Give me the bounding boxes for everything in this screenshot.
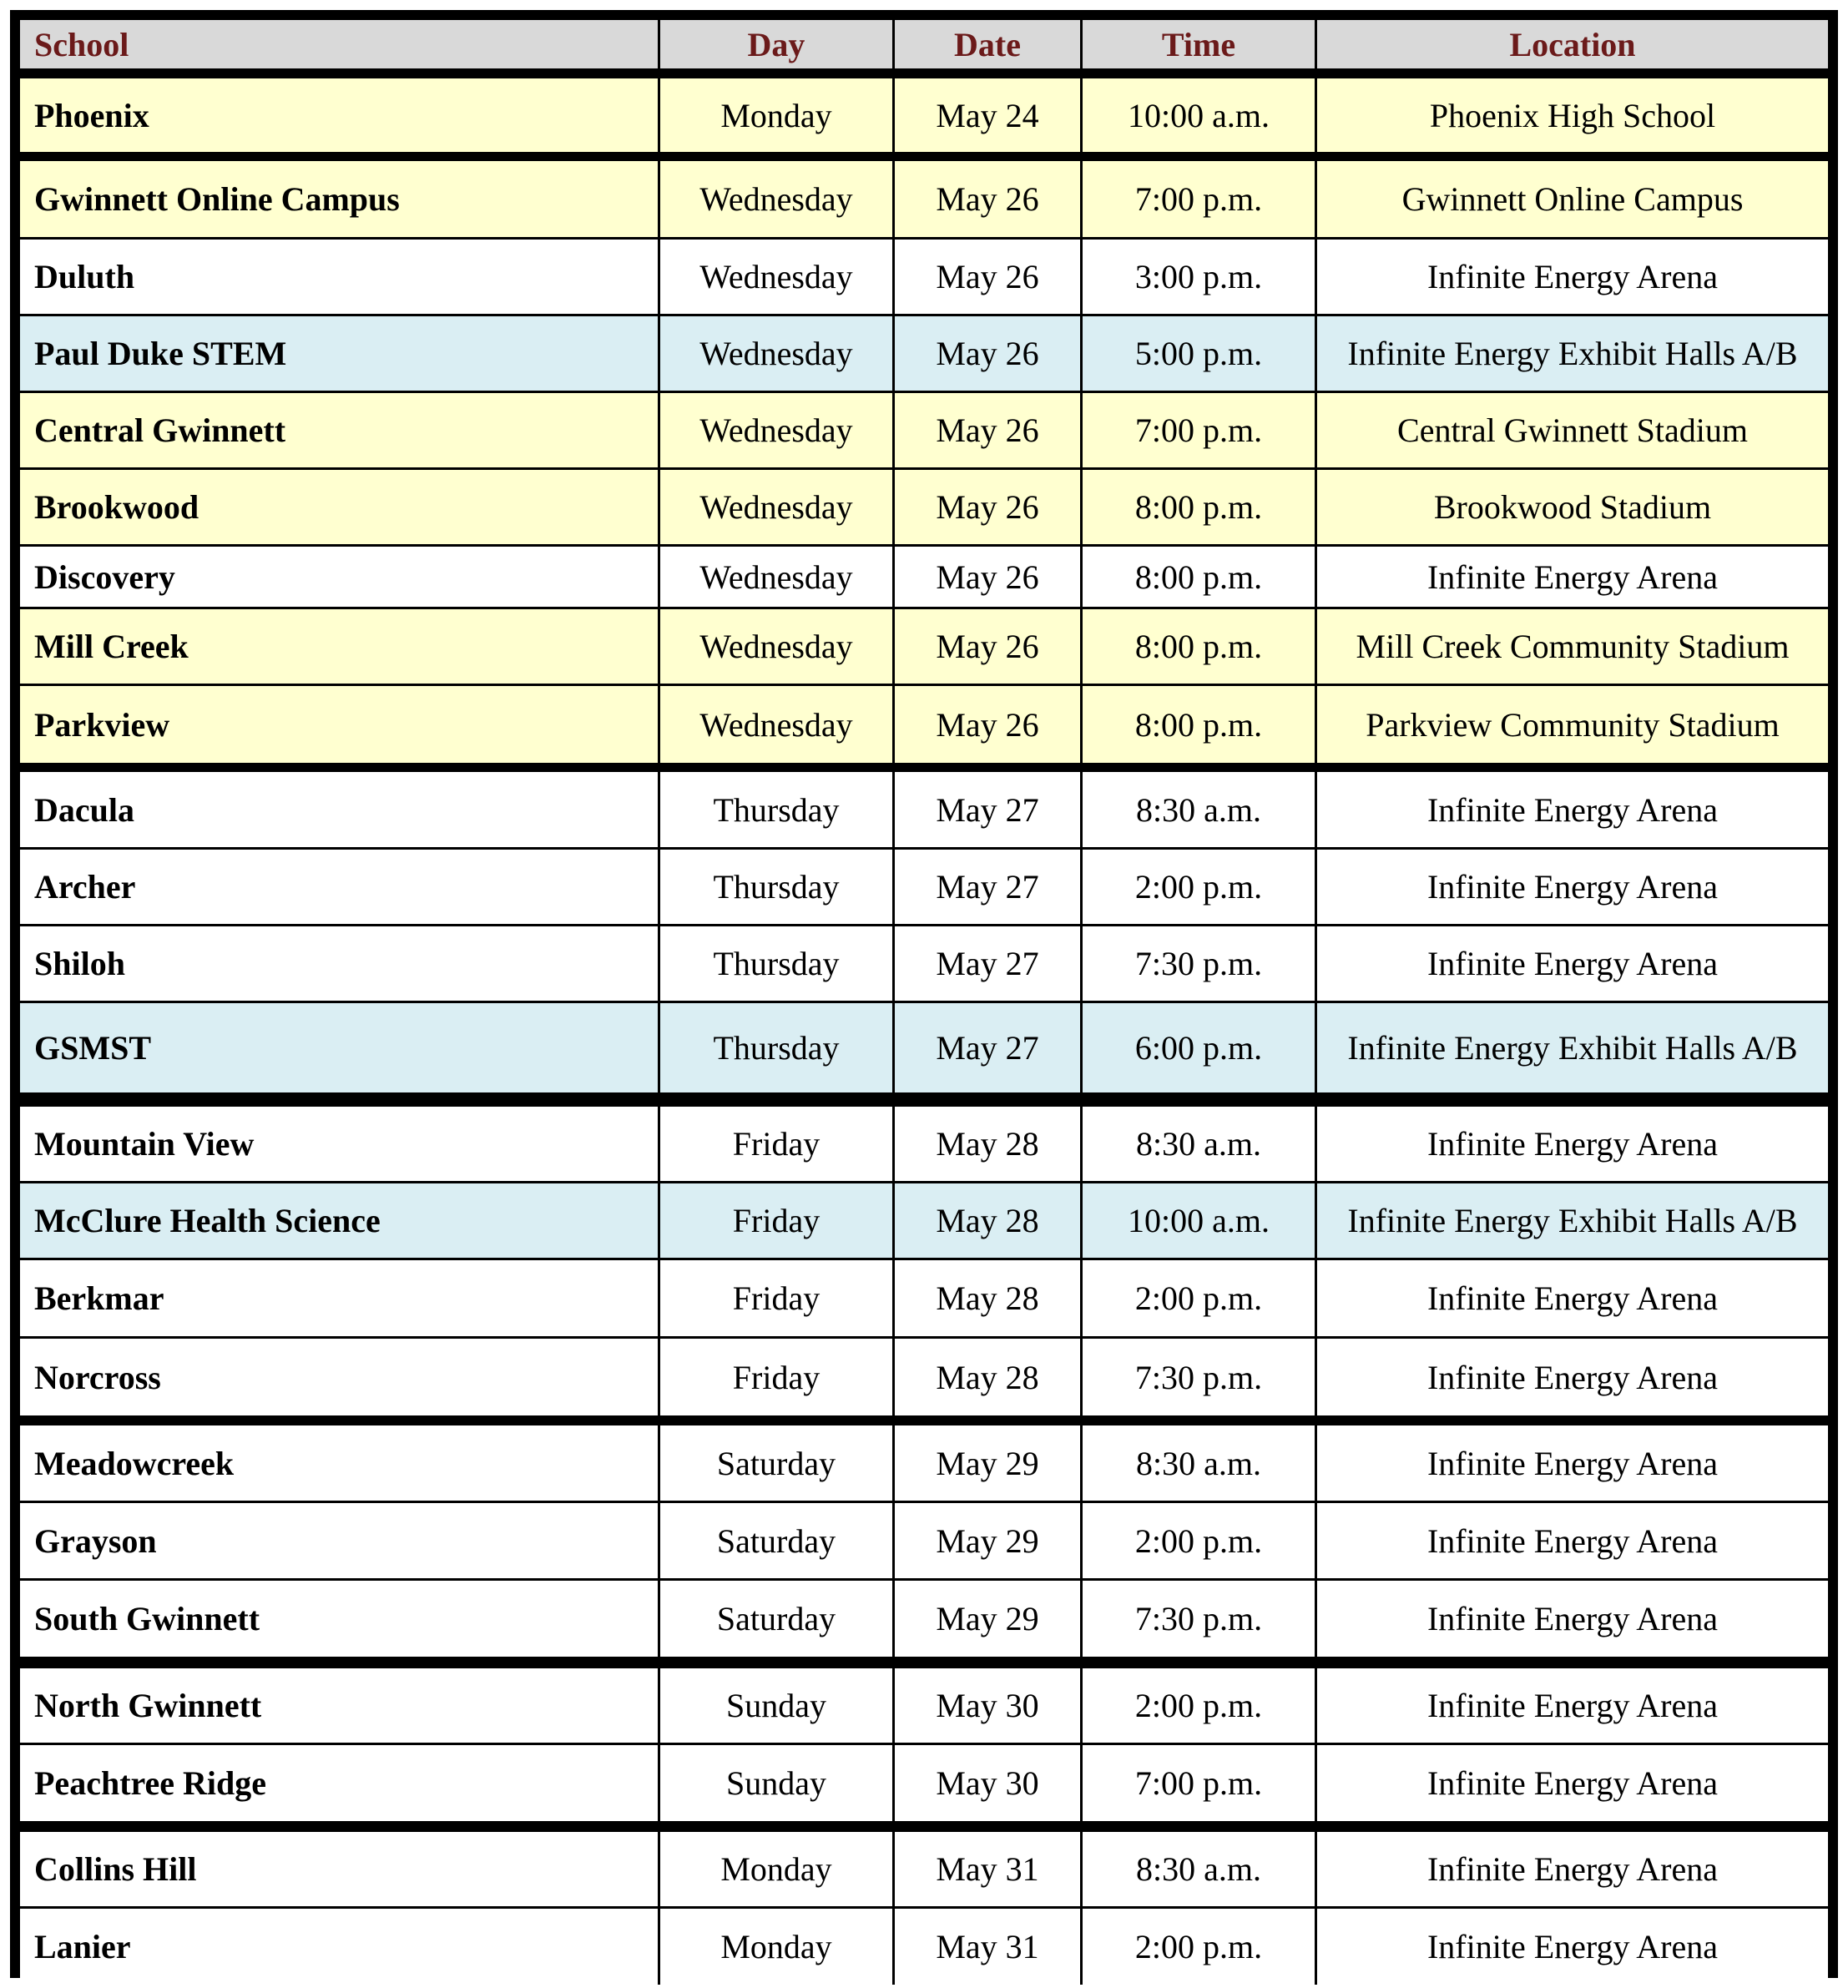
location-cell: Mill Creek Community Stadium xyxy=(1315,609,1828,684)
table-row xyxy=(20,1745,1828,1821)
day-cell: Saturday xyxy=(658,1425,892,1501)
date-cell: May 26 xyxy=(892,609,1080,684)
school-cell: Grayson xyxy=(20,1503,658,1578)
table-row xyxy=(20,1581,1828,1657)
date-cell: May 26 xyxy=(892,316,1080,391)
time-cell: 10:00 a.m. xyxy=(1080,1183,1315,1258)
day-cell: Wednesday xyxy=(658,240,892,314)
day-cell: Wednesday xyxy=(658,161,892,237)
school-cell: Paul Duke STEM xyxy=(20,316,658,391)
location-cell: Infinite Energy Arena xyxy=(1315,1107,1828,1181)
table-row xyxy=(20,686,1828,763)
header-location: Location xyxy=(1315,20,1828,68)
school-cell: Archer xyxy=(20,850,658,924)
date-cell: May 30 xyxy=(892,1668,1080,1743)
school-cell: Duluth xyxy=(20,240,658,314)
school-cell: Berkmar xyxy=(20,1260,658,1336)
time-cell: 2:00 p.m. xyxy=(1080,1503,1315,1578)
school-cell: Shiloh xyxy=(20,926,658,1001)
location-cell: Infinite Energy Arena xyxy=(1315,1909,1828,1985)
time-cell: 8:30 a.m. xyxy=(1080,1832,1315,1906)
school-cell: North Gwinnett xyxy=(20,1668,658,1743)
location-cell: Infinite Energy Arena xyxy=(1315,1260,1828,1336)
time-cell: 7:00 p.m. xyxy=(1080,393,1315,467)
school-cell: Dacula xyxy=(20,772,658,847)
date-cell: May 27 xyxy=(892,1003,1080,1092)
table-row xyxy=(20,1909,1828,1985)
day-cell: Monday xyxy=(658,78,892,152)
school-cell: Gwinnett Online Campus xyxy=(20,161,658,237)
time-cell: 2:00 p.m. xyxy=(1080,1260,1315,1336)
date-cell: May 27 xyxy=(892,850,1080,924)
school-cell: Peachtree Ridge xyxy=(20,1745,658,1821)
location-cell: Infinite Energy Arena xyxy=(1315,1832,1828,1906)
table-row xyxy=(20,240,1828,314)
school-cell: Discovery xyxy=(20,547,658,607)
location-cell: Central Gwinnett Stadium xyxy=(1315,393,1828,467)
school-cell: Mill Creek xyxy=(20,609,658,684)
date-cell: May 31 xyxy=(892,1832,1080,1906)
day-cell: Wednesday xyxy=(658,470,892,544)
date-cell: May 28 xyxy=(892,1183,1080,1258)
time-cell: 2:00 p.m. xyxy=(1080,1909,1315,1985)
day-cell: Friday xyxy=(658,1260,892,1336)
day-cell: Wednesday xyxy=(658,609,892,684)
location-cell: Infinite Energy Arena xyxy=(1315,547,1828,607)
table-row xyxy=(20,1107,1828,1181)
date-cell: May 27 xyxy=(892,772,1080,847)
time-cell: 10:00 a.m. xyxy=(1080,78,1315,152)
table-row xyxy=(20,161,1828,237)
location-cell: Infinite Energy Arena xyxy=(1315,772,1828,847)
header-school: School xyxy=(20,20,658,68)
table-row xyxy=(20,1183,1828,1258)
header-time: Time xyxy=(1080,20,1315,68)
time-cell: 8:30 a.m. xyxy=(1080,772,1315,847)
day-cell: Wednesday xyxy=(658,393,892,467)
date-cell: May 26 xyxy=(892,470,1080,544)
time-cell: 8:30 a.m. xyxy=(1080,1425,1315,1501)
location-cell: Infinite Energy Arena xyxy=(1315,850,1828,924)
table-row xyxy=(20,850,1828,924)
location-cell: Infinite Energy Arena xyxy=(1315,1668,1828,1743)
header-day: Day xyxy=(658,20,892,68)
location-cell: Infinite Energy Exhibit Halls A/B xyxy=(1315,316,1828,391)
day-cell: Saturday xyxy=(658,1581,892,1657)
time-cell: 2:00 p.m. xyxy=(1080,850,1315,924)
day-cell: Saturday xyxy=(658,1503,892,1578)
time-cell: 7:30 p.m. xyxy=(1080,1339,1315,1415)
day-cell: Sunday xyxy=(658,1668,892,1743)
location-cell: Phoenix High School xyxy=(1315,78,1828,152)
table-row xyxy=(20,1339,1828,1415)
table-row xyxy=(20,1668,1828,1743)
location-cell: Infinite Energy Arena xyxy=(1315,240,1828,314)
table-row xyxy=(20,1503,1828,1578)
time-cell: 8:00 p.m. xyxy=(1080,609,1315,684)
school-cell: Brookwood xyxy=(20,470,658,544)
time-cell: 7:30 p.m. xyxy=(1080,1581,1315,1657)
time-cell: 8:30 a.m. xyxy=(1080,1107,1315,1181)
school-cell: Mountain View xyxy=(20,1107,658,1181)
table-row xyxy=(20,547,1828,607)
table-row xyxy=(20,1003,1828,1092)
date-cell: May 28 xyxy=(892,1260,1080,1336)
date-cell: May 28 xyxy=(892,1107,1080,1181)
time-cell: 7:00 p.m. xyxy=(1080,161,1315,237)
date-cell: May 29 xyxy=(892,1581,1080,1657)
location-cell: Infinite Energy Exhibit Halls A/B xyxy=(1315,1003,1828,1092)
day-cell: Sunday xyxy=(658,1745,892,1821)
header-date: Date xyxy=(892,20,1080,68)
date-cell: May 26 xyxy=(892,161,1080,237)
school-cell: Phoenix xyxy=(20,78,658,152)
location-cell: Infinite Energy Arena xyxy=(1315,1581,1828,1657)
time-cell: 8:00 p.m. xyxy=(1080,470,1315,544)
day-cell: Wednesday xyxy=(658,547,892,607)
day-cell: Monday xyxy=(658,1909,892,1985)
table-row xyxy=(20,926,1828,1001)
table-row xyxy=(20,316,1828,391)
date-cell: May 29 xyxy=(892,1503,1080,1578)
date-cell: May 29 xyxy=(892,1425,1080,1501)
time-cell: 2:00 p.m. xyxy=(1080,1668,1315,1743)
date-cell: May 26 xyxy=(892,240,1080,314)
table-row xyxy=(20,1260,1828,1336)
table-row xyxy=(20,772,1828,847)
day-cell: Thursday xyxy=(658,772,892,847)
date-cell: May 27 xyxy=(892,926,1080,1001)
day-cell: Thursday xyxy=(658,850,892,924)
time-cell: 7:30 p.m. xyxy=(1080,926,1315,1001)
date-cell: May 26 xyxy=(892,547,1080,607)
location-cell: Gwinnett Online Campus xyxy=(1315,161,1828,237)
table-row xyxy=(20,1425,1828,1501)
location-cell: Infinite Energy Arena xyxy=(1315,926,1828,1001)
location-cell: Infinite Energy Exhibit Halls A/B xyxy=(1315,1183,1828,1258)
day-cell: Monday xyxy=(658,1832,892,1906)
table-row xyxy=(20,78,1828,152)
day-cell: Friday xyxy=(658,1339,892,1415)
date-cell: May 26 xyxy=(892,686,1080,763)
date-cell: May 31 xyxy=(892,1909,1080,1985)
time-cell: 8:00 p.m. xyxy=(1080,686,1315,763)
time-cell: 8:00 p.m. xyxy=(1080,547,1315,607)
date-cell: May 24 xyxy=(892,78,1080,152)
school-cell: Norcross xyxy=(20,1339,658,1415)
date-cell: May 30 xyxy=(892,1745,1080,1821)
day-cell: Wednesday xyxy=(658,686,892,763)
location-cell: Infinite Energy Arena xyxy=(1315,1425,1828,1501)
day-cell: Thursday xyxy=(658,1003,892,1092)
school-cell: McClure Health Science xyxy=(20,1183,658,1258)
date-cell: May 28 xyxy=(892,1339,1080,1415)
school-cell: Lanier xyxy=(20,1909,658,1985)
graduation-schedule-table xyxy=(10,10,1838,1978)
table-row xyxy=(20,609,1828,684)
school-cell: GSMST xyxy=(20,1003,658,1092)
school-cell: South Gwinnett xyxy=(20,1581,658,1657)
time-cell: 3:00 p.m. xyxy=(1080,240,1315,314)
school-cell: Meadowcreek xyxy=(20,1425,658,1501)
date-cell: May 26 xyxy=(892,393,1080,467)
day-cell: Thursday xyxy=(658,926,892,1001)
day-cell: Wednesday xyxy=(658,316,892,391)
day-cell: Friday xyxy=(658,1183,892,1258)
table-row xyxy=(20,470,1828,544)
day-cell: Friday xyxy=(658,1107,892,1181)
time-cell: 5:00 p.m. xyxy=(1080,316,1315,391)
location-cell: Infinite Energy Arena xyxy=(1315,1745,1828,1821)
table-row xyxy=(20,1832,1828,1906)
table-row xyxy=(20,393,1828,467)
header-row xyxy=(20,20,1828,68)
time-cell: 7:00 p.m. xyxy=(1080,1745,1315,1821)
school-cell: Central Gwinnett xyxy=(20,393,658,467)
school-cell: Collins Hill xyxy=(20,1832,658,1906)
location-cell: Infinite Energy Arena xyxy=(1315,1339,1828,1415)
time-cell: 6:00 p.m. xyxy=(1080,1003,1315,1092)
location-cell: Infinite Energy Arena xyxy=(1315,1503,1828,1578)
location-cell: Parkview Community Stadium xyxy=(1315,686,1828,763)
school-cell: Parkview xyxy=(20,686,658,763)
location-cell: Brookwood Stadium xyxy=(1315,470,1828,544)
